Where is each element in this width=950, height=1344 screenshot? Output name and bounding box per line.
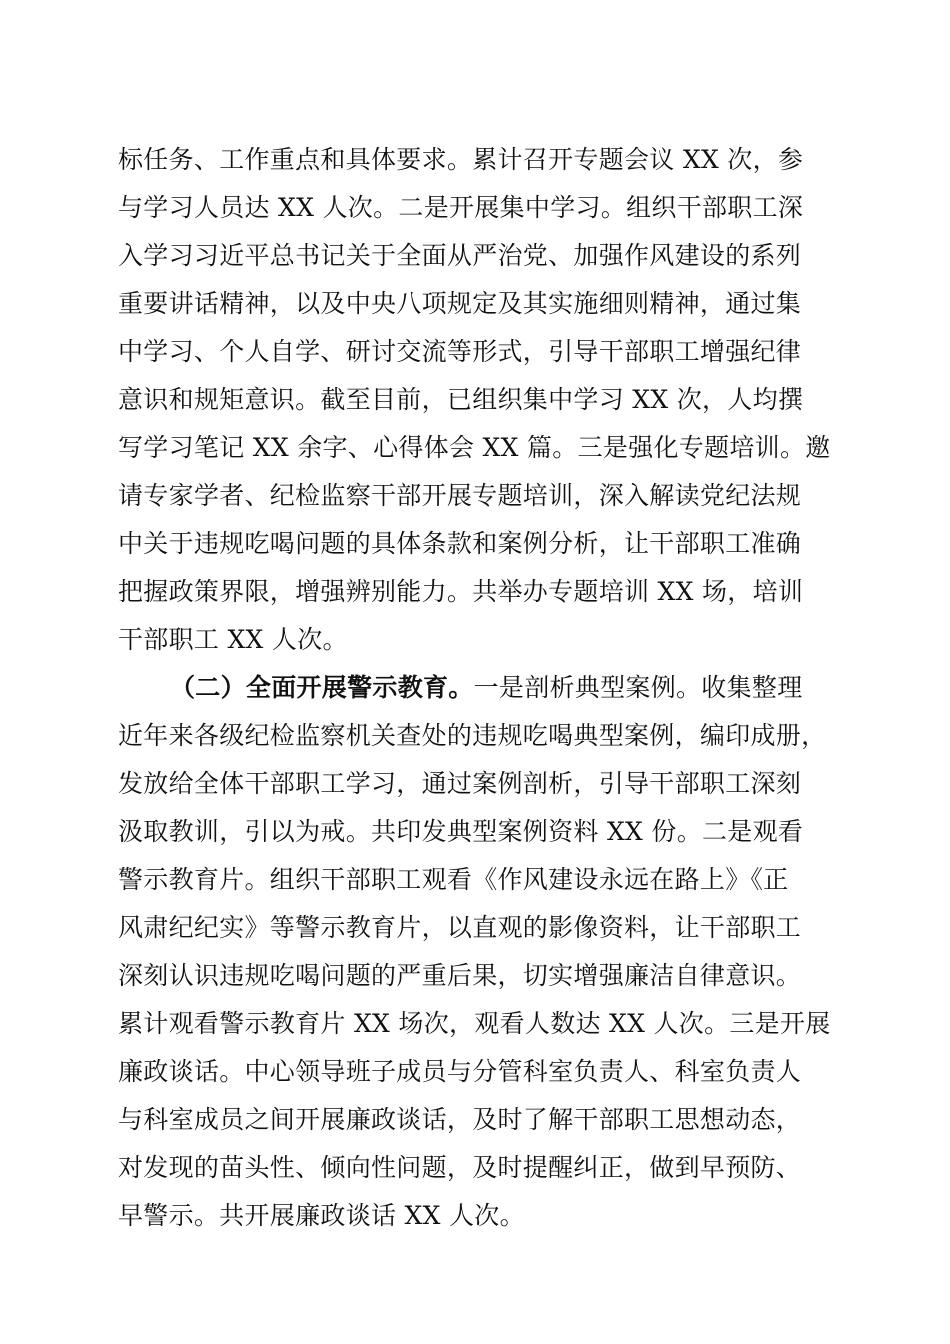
paragraph-line: 廉政谈话。中心领导班子成员与分管科室负责人、科室负责人 [118, 1057, 802, 1086]
paragraph-line: 发放给全体干部职工学习，通过案例剖析，引导干部职工深刻 [118, 769, 802, 798]
paragraph-line: 标任务、工作重点和具体要求。累计召开专题会议 XX 次，参 [118, 145, 804, 174]
section-heading: （二）全面开展警示教育。 [170, 673, 474, 702]
paragraph-line: 中学习、个人自学、研讨交流等形式，引导干部职工增强纪律 [118, 337, 802, 366]
paragraph-line: 警示教育片。组织干部职工观看《作风建设永远在路上》《正 [118, 865, 789, 894]
paragraph-line: 意识和规矩意识。截至目前，已组织集中学习 XX 次，人均撰 [118, 385, 804, 414]
paragraph-line: 汲取教训，引以为戒。共印发典型案例资料 XX 份。二是观看 [118, 817, 804, 846]
paragraph-line: 与科室成员之间开展廉政谈话，及时了解干部职工思想动态， [118, 1105, 802, 1134]
paragraph-line: 风肃纪纪实》等警示教育片，以直观的影像资料，让干部职工 [118, 913, 802, 942]
paragraph-line: 对发现的苗头性、倾向性问题，及时提醒纠正，做到早预防、 [118, 1153, 802, 1182]
paragraph-line: 累计观看警示教育片 XX 场次，观看人数达 XX 人次。三是开展 [118, 1009, 831, 1038]
paragraph-line: 请专家学者、纪检监察干部开展专题培训，深入解读党纪法规 [118, 481, 802, 510]
paragraph-line: 干部职工 XX 人次。 [118, 625, 348, 654]
paragraph-line: 重要讲话精神，以及中央八项规定及其实施细则精神，通过集 [118, 289, 802, 318]
section-heading-rest: 一是剖析典型案例。收集整理 [473, 673, 803, 702]
paragraph-line: 深刻认识违规吃喝问题的严重后果，切实增强廉洁自律意识。 [118, 961, 802, 990]
paragraph-line: 把握政策界限，增强辨别能力。共举办专题培训 XX 场，培训 [118, 577, 804, 606]
paragraph-line: 入学习习近平总书记关于全面从严治党、加强作风建设的系列 [118, 241, 802, 270]
section-heading-line [170, 672, 890, 704]
paragraph-line: 近年来各级纪检监察机关查处的违规吃喝典型案例，编印成册， [118, 721, 827, 750]
paragraph-line: 早警示。共开展廉政谈话 XX 人次。 [118, 1201, 525, 1230]
paragraph-line: 与学习人员达 XX 人次。二是开展集中学习。组织干部职工深 [118, 193, 804, 222]
paragraph-line: 中关于违规吃喝问题的具体条款和案例分析，让干部职工准确 [118, 529, 802, 558]
paragraph-line: 写学习笔记 XX 余字、心得体会 XX 篇。三是强化专题培训。邀 [118, 433, 831, 462]
